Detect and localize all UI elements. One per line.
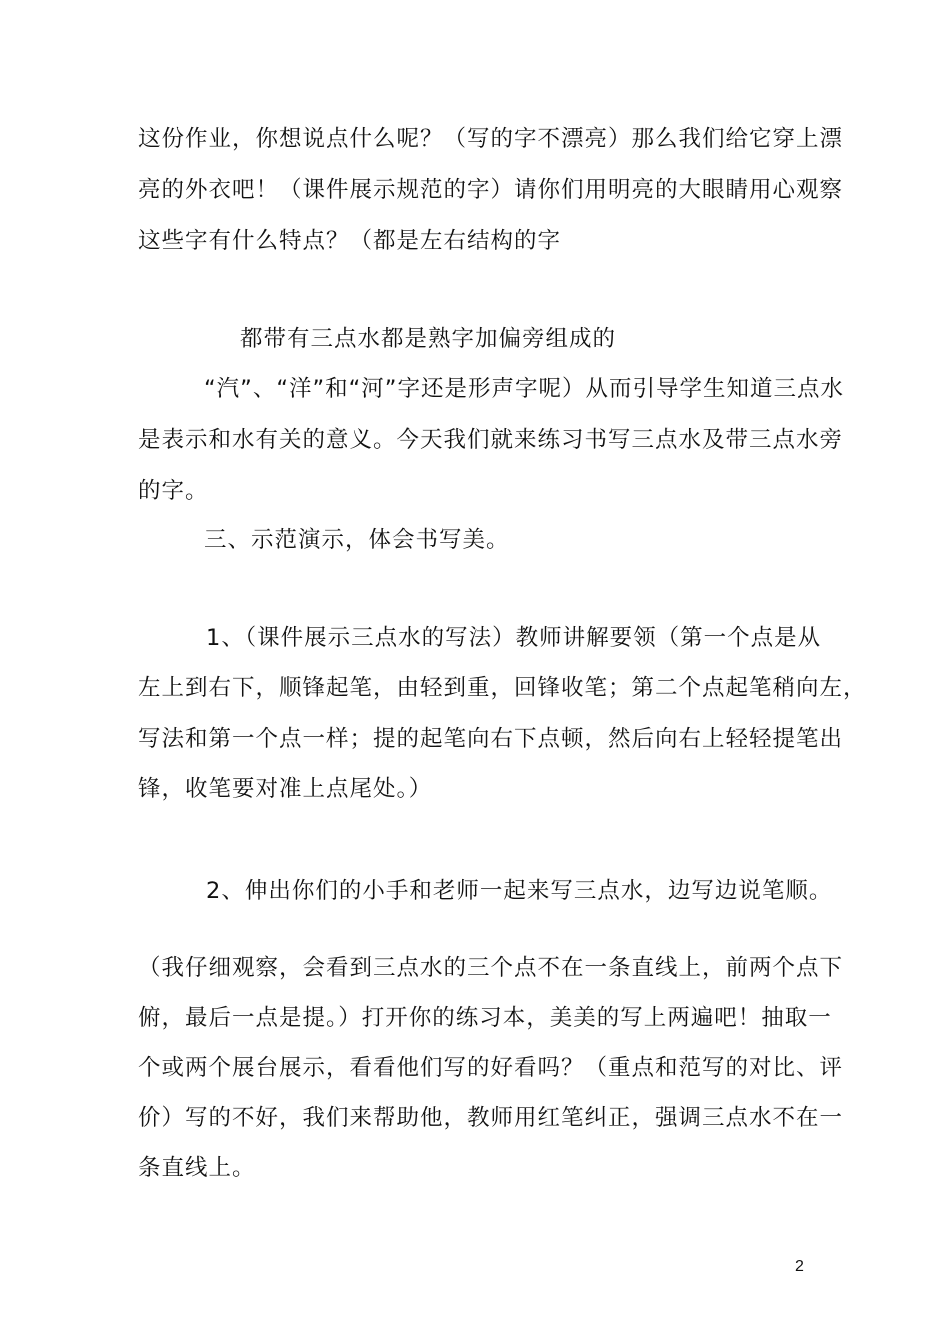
text-line: 这份作业，你想说点什么呢？（写的字不漂亮）那么我们给它穿上漂 — [138, 126, 844, 152]
text-line: 是表示和水有关的意义。今天我们就来练习书写三点水及带三点水旁 — [138, 427, 844, 453]
text-line: “汽”、“洋”和“河”字还是形声字呢）从而引导学生知道三点水 — [204, 376, 844, 402]
text-line: 1、（课件展示三点水的写法）教师讲解要领（第一个点是从 — [206, 625, 822, 651]
text-line: 俯，最后一点是提。）打开你的练习本，美美的写上两遍吧！抽取一 — [138, 1005, 832, 1031]
text-line: 都带有三点水都是熟字加偏旁组成的 — [240, 326, 617, 352]
text-line: （我仔细观察，会看到三点水的三个点不在一条直线上，前两个点下 — [138, 955, 844, 981]
section-heading: 三、示范演示，体会书写美。 — [204, 527, 510, 553]
text-line: 条直线上。 — [138, 1155, 256, 1181]
text-line: 亮的外衣吧！（课件展示规范的字）请你们用明亮的大眼睛用心观察 — [138, 177, 844, 203]
text-line: 2、伸出你们的小手和老师一起来写三点水，边写边说笔顺。 — [206, 878, 833, 904]
text-line: 写法和第一个点一样；提的起笔向右下点顿，然后向右上轻轻提笔出 — [138, 726, 844, 752]
text-line: 价）写的不好，我们来帮助他，教师用红笔纠正，强调三点水不在一 — [138, 1105, 844, 1131]
page-number: 2 — [795, 1258, 804, 1275]
text-line: 的字。 — [138, 478, 209, 504]
text-line: 左上到右下，顺锋起笔，由轻到重，回锋收笔；第二个点起笔稍向左， — [138, 675, 867, 701]
text-line: 锋，收笔要对准上点尾处。） — [138, 776, 433, 802]
text-line: 这些字有什么特点？（都是左右结构的字 — [138, 228, 562, 254]
text-line: 个或两个展台展示，看看他们写的好看吗？（重点和范写的对比、评 — [138, 1055, 844, 1081]
